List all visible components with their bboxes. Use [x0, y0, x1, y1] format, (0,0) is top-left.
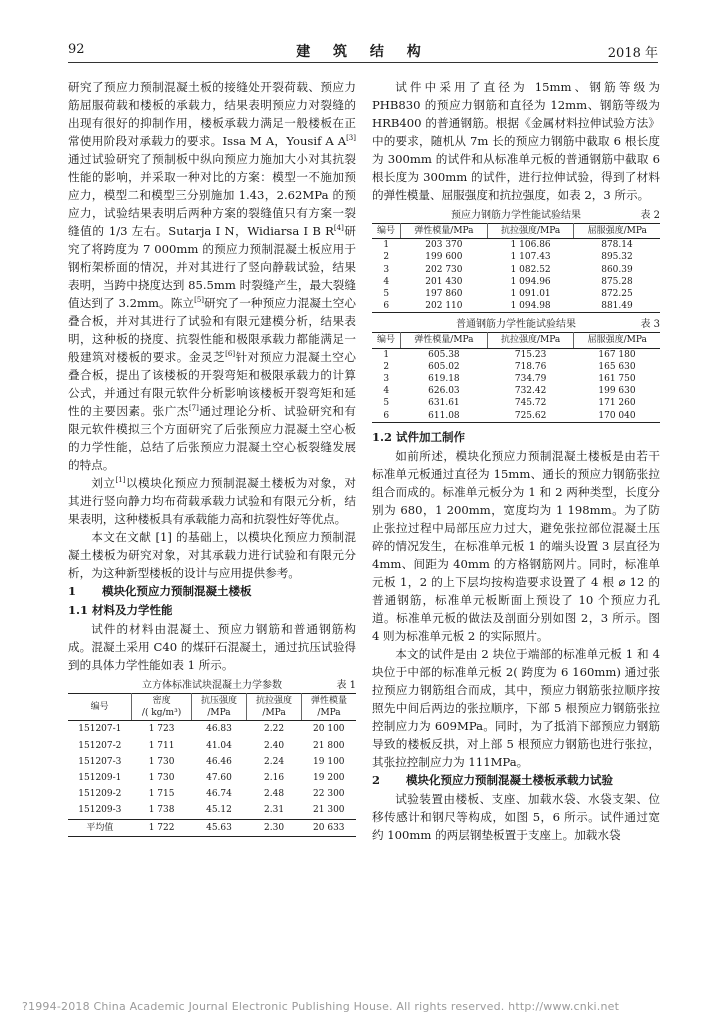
citation: [6] — [225, 350, 236, 359]
table-title: 普通钢筋力学性能试验结果 — [456, 319, 576, 331]
table-cell: 3 — [383, 374, 390, 385]
table-cell: 1 711 — [148, 740, 175, 751]
table-row — [68, 770, 356, 786]
table-header-cell — [132, 694, 192, 721]
citation: [3] — [346, 134, 356, 143]
table-cell: 165 630 — [598, 361, 636, 372]
table-row — [372, 264, 660, 276]
table-row — [68, 721, 356, 738]
concrete-properties-table — [68, 693, 356, 837]
table-cell: 21 800 — [313, 740, 345, 751]
table-row — [372, 373, 660, 385]
header-text: 编号 — [90, 702, 109, 713]
citation: [1] — [115, 476, 126, 485]
paragraph-test-setup: 试验装置由楼板、支座、加载水袋、水袋支架、位移传感计和钢尺等构成，如图 5，6 所示。试件通过宽约 100mm 的两层钢垫板置于支座上。加载水袋 — [372, 791, 660, 842]
table-cell: 6 — [383, 410, 390, 421]
table-cell: 860.39 — [601, 264, 633, 275]
table-cell: 732.42 — [514, 386, 547, 397]
table-cell: 725.62 — [514, 410, 547, 421]
journal-title: 建 筑 结 构 — [296, 44, 430, 60]
table-cell: 46.46 — [206, 756, 232, 767]
table-title: 立方体标准试块混凝土力学参数 — [142, 680, 282, 691]
section-number: 1 — [68, 584, 77, 598]
table-cell: 2.40 — [264, 740, 285, 751]
table-cell: 1 722 — [132, 819, 192, 836]
table-cell: 895.32 — [601, 252, 633, 263]
table-cell: 202 730 — [425, 264, 463, 275]
table-row — [68, 819, 356, 836]
table-number: 表 2 — [640, 210, 660, 221]
prestressed-steel-table — [372, 223, 660, 313]
table-cell: 151209-1 — [78, 773, 122, 784]
table-cell: 1 738 — [148, 805, 175, 816]
table-cell: 734.79 — [514, 374, 547, 385]
table-cell: 1 091.01 — [510, 289, 551, 300]
table-row — [372, 288, 660, 300]
header-text: 弹性模量 — [311, 696, 348, 706]
citation: [5] — [194, 296, 205, 305]
text-span: 针对预应力混凝土空心叠合板，提出了该楼板的开裂弯矩和极限承载力的计算公式，并通过有限元软件分析影响该楼板开裂弯矩和延性的主要因素。张广杰 — [68, 350, 356, 418]
table-cell: 4 — [383, 276, 390, 287]
table-cell: 平均值 — [68, 819, 132, 836]
table-cell: 1 107.43 — [510, 252, 551, 263]
table3-caption — [372, 318, 660, 332]
table-cell: 718.76 — [514, 361, 547, 372]
table-header-cell: 编号 — [372, 224, 401, 239]
table-cell: 171 260 — [598, 398, 636, 409]
table-cell: 1 094.96 — [510, 276, 551, 287]
table-cell: 605.38 — [428, 349, 460, 360]
table-cell: 1 — [383, 349, 390, 360]
page-header — [68, 40, 658, 63]
table-cell: 6 — [383, 301, 390, 312]
table-cell: 20 633 — [302, 819, 356, 836]
section-heading-2 — [372, 771, 660, 790]
table-header-cell: 抗拉强度/MPa — [487, 224, 574, 239]
paragraph-materials: 试件的材料由混凝土、预应力钢筋和普通钢筋构成。混凝土采用 C40 的煤矸石混凝土，通过抗压试验得到的具体力学性能如表 1 所示。 — [68, 622, 356, 672]
table-row — [372, 361, 660, 373]
table-cell: 745.72 — [514, 398, 547, 409]
table-cell: 202 110 — [425, 301, 463, 312]
section-heading-1 — [68, 582, 356, 601]
table1-caption — [68, 679, 356, 693]
header-unit: /MPa — [317, 708, 341, 719]
table-cell: 21 300 — [313, 805, 345, 816]
table-cell: 3 — [383, 264, 390, 275]
left-column — [68, 78, 356, 842]
table-row — [68, 754, 356, 770]
table-cell: 1 094.98 — [510, 301, 551, 312]
table-row — [372, 385, 660, 397]
table-cell: 619.18 — [428, 374, 460, 385]
table-cell: 881.49 — [601, 301, 633, 312]
text-span: 研究了预应力预制混凝土板的接缝处开裂荷载、预应力筋屈服荷载和楼板的承载力，结果表明预应力对裂缝的出现有很好的抑制作用，楼板承载力满足一般楼板在正常使用阶段对承载力的要求。Issa M A，Yousif A A — [68, 80, 356, 148]
table-cell: 22 300 — [313, 789, 345, 800]
table-cell: 605.02 — [428, 361, 460, 372]
table-row — [372, 251, 660, 263]
section-title: 模块化预应力预制混凝土楼板承载力试验 — [406, 772, 613, 787]
paragraph-lit-review — [68, 78, 356, 474]
table-cell: 46.74 — [206, 789, 232, 800]
table-cell: 5 — [383, 398, 390, 409]
table-row — [372, 410, 660, 423]
table-cell: 19 200 — [313, 773, 345, 784]
section-title: 模块化预应力预制混凝土楼板 — [102, 584, 252, 598]
table-cell: 611.08 — [428, 410, 460, 421]
table-cell: 151209-3 — [78, 805, 122, 816]
table-cell: 1 730 — [148, 756, 175, 767]
table-cell: 151207-3 — [78, 756, 122, 767]
table-header-cell: 屈服强度/MPa — [574, 224, 660, 239]
table-header-cell — [191, 694, 246, 721]
subsection-heading-1-2: 1.2 试件加工制作 — [372, 429, 466, 444]
table-header-cell — [302, 694, 356, 721]
text-span: 通过试验研究了预制板中纵向预应力施加大小对其抗裂性能的影响，并采取一种对比的方案：模型一不施加预应力，模型二和模型三分别施加 1.43，2.62MPa 的预应力，试验结果表明后两种方案的裂缝值只有方案一裂缝值的 1/3 左右。Sutarja I N，Widiarsa I B R — [68, 152, 356, 238]
table-cell: 2.16 — [264, 773, 285, 784]
paragraph-specimen: 本文的试件是由 2 块位于端部的标准单元板 1 和 4 块位于中部的标准单元板 2( 跨度为 6 160mm) 通过张拉预应力钢筋组合而成，其中，预应力钢筋张拉顺序按照先中间后两边的张拉顺序，下部 5 根预应力钢筋张拉控制应力为 609MPa。同时，为了抵消下部预应力钢筋导致的楼板反拱，对上部 5 根预应力钢筋也进行张拉，其张拉控制应力为 111MPa。 — [372, 646, 660, 769]
section-number: 2 — [372, 772, 381, 787]
table-number: 表 3 — [640, 319, 660, 331]
table-header-cell: 抗拉强度/MPa — [487, 333, 574, 348]
table-cell: 151207-2 — [78, 740, 122, 751]
table-header-cell: 屈服强度/MPa — [574, 333, 660, 348]
table-cell: 19 100 — [313, 756, 345, 767]
table-row — [372, 348, 660, 361]
table-cell: 199 600 — [425, 252, 463, 263]
table-title: 预应力钢筋力学性能试验结果 — [451, 210, 581, 221]
header-text: 抗拉强度 — [256, 696, 293, 706]
table-row — [372, 276, 660, 288]
table-cell: 626.03 — [428, 386, 460, 397]
right-column — [372, 78, 660, 844]
page-number: 92 — [68, 42, 85, 57]
text-span: 以模块化预应力预制混凝土楼板为对象，对其进行竖向静力均布荷载承载力试验和有限元分析，结果表明，这种楼板具有承载能力高和抗裂性好等优点。 — [68, 476, 356, 526]
table-cell: 41.04 — [206, 740, 232, 751]
citation: [7] — [188, 404, 199, 413]
table-row — [372, 300, 660, 313]
table-cell: 45.63 — [191, 819, 246, 836]
table-cell: 1 106.86 — [510, 240, 551, 251]
table-cell: 20 100 — [313, 724, 345, 735]
table-cell: 199 630 — [598, 386, 636, 397]
table-cell: 2.24 — [264, 756, 285, 767]
table-cell: 45.12 — [206, 805, 232, 816]
paragraph-steel: 试件中采用了直径为 15mm、钢筋等级为 PHB830 的预应力钢筋和直径为 12mm、钢筋等级为 HRB400 的普通钢筋。根据《金属材料拉伸试验方法》中的要求，随机从 7m 长的预应力钢筋中截取 6 根长度为 300mm 的试件和从标准单元板的普通钢筋中截取 6 根长度为 300mm 的试件，进行拉伸试验，得到了材料的弹性模量、屈服强度和抗拉强度，如表 2，3 所示。 — [372, 80, 660, 202]
table-cell: 878.14 — [601, 240, 633, 251]
table-cell: 875.28 — [601, 276, 633, 287]
ordinary-steel-table — [372, 332, 660, 422]
table-header-cell: 弹性模量/MPa — [401, 333, 488, 348]
table-cell: 4 — [383, 386, 390, 397]
table-header-cell: 编号 — [372, 333, 401, 348]
table-row — [372, 397, 660, 409]
table2-caption — [372, 209, 660, 223]
text-span: 研究了一种预应力混凝土空心叠合板，并对其进行了试验和有限元建模分析，结果表明，这种板的挠度、抗裂性能和极限承载力都能满足一般建筑对楼板的要求。金灵芝 — [68, 296, 356, 364]
table-row — [68, 802, 356, 819]
text-span: 刘立 — [91, 476, 116, 490]
table-cell: 1 082.52 — [510, 264, 551, 275]
citation: [4] — [333, 224, 344, 233]
table-cell: 2.48 — [264, 789, 285, 800]
publication-year: 2018 年 — [607, 46, 658, 61]
table-number: 表 1 — [336, 680, 356, 691]
table-cell: 1 — [383, 240, 390, 251]
table-cell: 2.22 — [264, 724, 285, 735]
table-header-cell: 弹性模量/MPa — [401, 224, 488, 239]
table-cell: 151207-1 — [78, 724, 122, 735]
text-span: 研究了将跨度为 7 000mm 的预应力预制混凝土板应用于钢桁架桥面的情况，并对其进行了竖向静载试验，结果表明，当跨中挠度达到 85.5mm 时裂缝产生，最大裂缝值达到了 3.2mm。陈立 — [68, 224, 356, 310]
table-cell: 1 715 — [148, 789, 175, 800]
table-cell: 631.61 — [428, 398, 460, 409]
copyright-footer: ?1994-2018 China Academic Journal Electronic Publishing House. All rights reserved. http://www.cnki.net — [22, 1000, 620, 1013]
table-cell: 151209-2 — [78, 789, 122, 800]
header-unit: /( kg/m³) — [141, 708, 182, 719]
table-cell: 5 — [383, 289, 390, 300]
header-unit: /MPa — [207, 708, 231, 719]
table-cell: 2.31 — [264, 805, 285, 816]
table-cell: 203 370 — [425, 240, 463, 251]
header-unit: /MPa — [262, 708, 286, 719]
table-row — [68, 738, 356, 754]
table-cell: 167 180 — [598, 349, 636, 360]
table-cell: 715.23 — [514, 349, 547, 360]
table-cell: 2.30 — [247, 819, 302, 836]
subsection-heading-1-1: 1.1 材料及力学性能 — [68, 603, 173, 617]
table-cell: 46.83 — [206, 724, 232, 735]
paragraph-liu-li — [68, 474, 356, 528]
table-cell: 47.60 — [206, 773, 232, 784]
table-cell: 872.25 — [601, 289, 633, 300]
table-cell: 197 860 — [425, 289, 463, 300]
table-cell: 1 730 — [148, 773, 175, 784]
table-cell: 1 723 — [148, 724, 175, 735]
table-cell: 161 750 — [598, 374, 636, 385]
table-row — [68, 786, 356, 802]
header-text: 抗压强度 — [200, 696, 237, 706]
table-row — [372, 239, 660, 252]
table-cell: 2 — [383, 361, 390, 372]
paragraph-fabrication: 如前所述，模块化预应力预制混凝土楼板是由若干标准单元板通过直径为 15mm、通长的预应力钢筋张拉组合而成的。标准单元板分为 1 和 2 两种类型，长度分别为 680，1 200mm，宽度均为 1 198mm。为了防止张拉过程中局部压应力过大，避免张拉部位混凝土压碎的情况发生，在标准单元板 1 的端头设置 3 层直径为 4mm、间距为 40mm 的方格钢筋网片。同时，标准单元板 1，2 的上下层均按构造要求设置了 4 根 ⌀ 12 的普通钢筋，标准单元板断面上预设了 10 个预应力孔道。标准单元板的做法及剖面分别如图 2，3 所示。图 4 则为标准单元板 2 的实际照片。 — [372, 448, 660, 643]
table-cell: 201 430 — [425, 276, 463, 287]
paragraph-purpose: 本文在文献 [1] 的基础上，以模块化预应力预制混凝土楼板为研究对象，对其承载力进行试验和有限元分析，为这种新型楼板的设计与应用提供参考。 — [68, 530, 356, 580]
table-header-cell — [247, 694, 302, 721]
table-cell: 2 — [383, 252, 390, 263]
text-span: 通过理论分析、试验研究和有限元软件模拟三个方面研究了后张预应力混凝土空心板的力学性能，总结了后张预应力混凝土空心板裂缝发展的特点。 — [68, 404, 356, 472]
table-header-cell — [68, 694, 132, 721]
header-text: 密度 — [152, 696, 171, 706]
table-cell: 170 040 — [598, 410, 636, 421]
